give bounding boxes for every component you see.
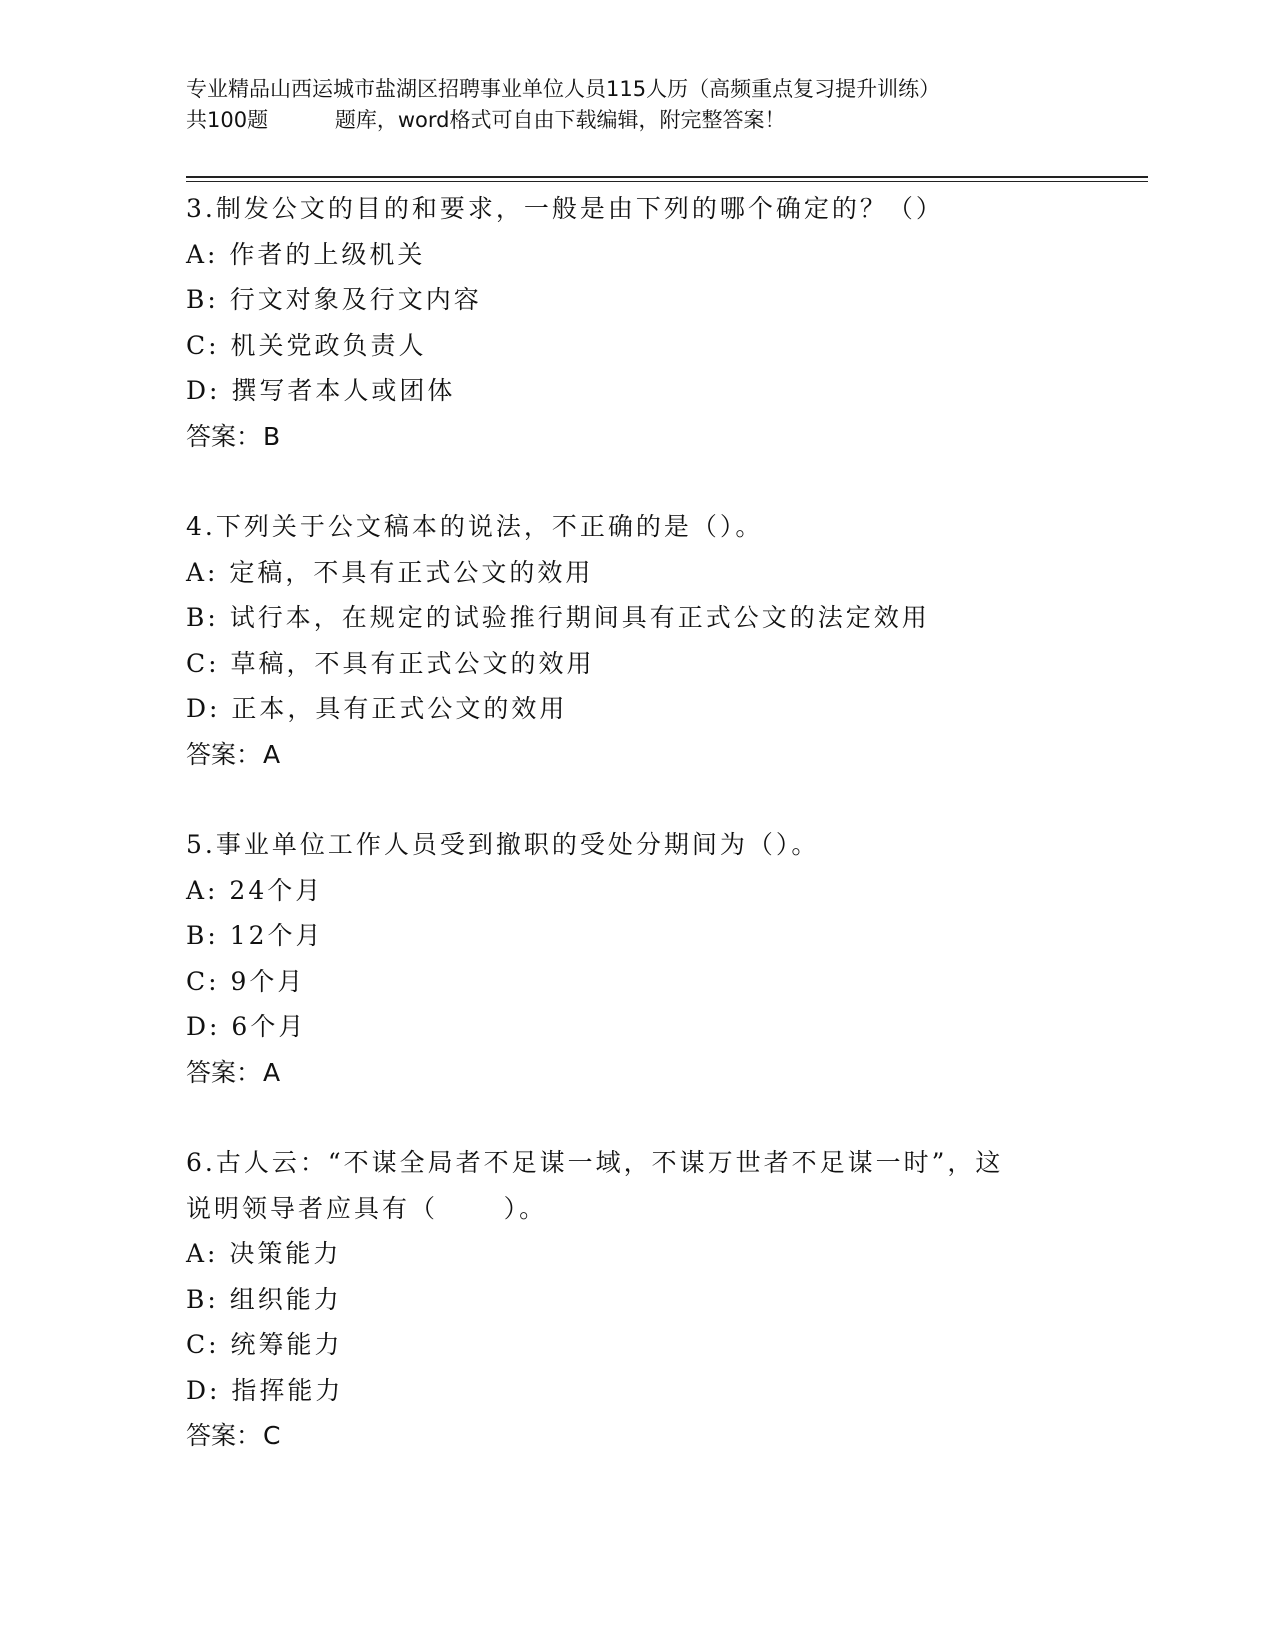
- header-subtitle-line: 共100题 题库，word格式可自由下载编辑，附完整答案！: [186, 108, 786, 132]
- question-stem: 3.制发公文的目的和要求，一般是由下列的哪个确定的？（）: [186, 194, 944, 223]
- answer-label: 答案：: [186, 1057, 262, 1087]
- header-divider-thin: [186, 181, 1148, 182]
- option-c: C: 统筹能力: [186, 1330, 343, 1359]
- header-title-line: 专业精品山西运城市盐湖区招聘事业单位人员115人历（高频重点复习提升训练）: [186, 77, 941, 101]
- answer-line: [186, 732, 1136, 778]
- option-b: B: 12个月: [186, 921, 324, 950]
- option-b: B: 组织能力: [186, 1284, 342, 1314]
- question-item: [186, 1140, 1136, 1459]
- answer-line: [186, 1413, 1136, 1459]
- document-header: [186, 74, 1106, 136]
- option-d: D: 指挥能力: [186, 1375, 344, 1405]
- header-divider-thick: [186, 176, 1148, 178]
- answer-value: C: [263, 1421, 281, 1450]
- answer-line: [186, 414, 1136, 460]
- option-b: B: 行文对象及行文内容: [186, 285, 482, 314]
- option-d: D: 6个月: [186, 1012, 307, 1041]
- question-item: [186, 504, 1136, 777]
- option-b: B: 试行本，在规定的试验推行期间具有正式公文的法定效用: [186, 603, 930, 632]
- answer-line: [186, 1050, 1136, 1096]
- answer-value: A: [263, 739, 281, 769]
- option-c: C: 9个月: [186, 966, 306, 996]
- answer-label: 答案：: [186, 421, 262, 451]
- option-a: A: 定稿，不具有正式公文的效用: [186, 557, 594, 587]
- answer-label: 答案：: [186, 1421, 262, 1450]
- question-item: [186, 822, 1136, 1095]
- option-c: C: 机关党政负责人: [186, 330, 427, 360]
- question-item: [186, 186, 1136, 459]
- option-d: D: 正本，具有正式公文的效用: [186, 694, 568, 723]
- question-stem: 5.事业单位工作人员受到撤职的受处分期间为（）。: [186, 830, 820, 859]
- option-a: A: 24个月: [186, 875, 324, 905]
- answer-value: B: [263, 421, 281, 451]
- question-stem: 4.下列关于公文稿本的说法，不正确的是（）。: [186, 512, 764, 541]
- option-a: A: 作者的上级机关: [186, 239, 426, 269]
- answer-label: 答案：: [186, 739, 262, 769]
- answer-value: A: [263, 1057, 281, 1087]
- question-stem: 6.古人云：“不谋全局者不足谋一域，不谋万世者不足谋一时”，这 说明领导者应具有（ ）。: [186, 1148, 1004, 1223]
- option-a: A: 决策能力: [186, 1239, 342, 1268]
- option-c: C: 草稿，不具有正式公文的效用: [186, 648, 595, 678]
- option-d: D: 撰写者本人或团体: [186, 376, 456, 405]
- question-list: [186, 186, 1136, 1504]
